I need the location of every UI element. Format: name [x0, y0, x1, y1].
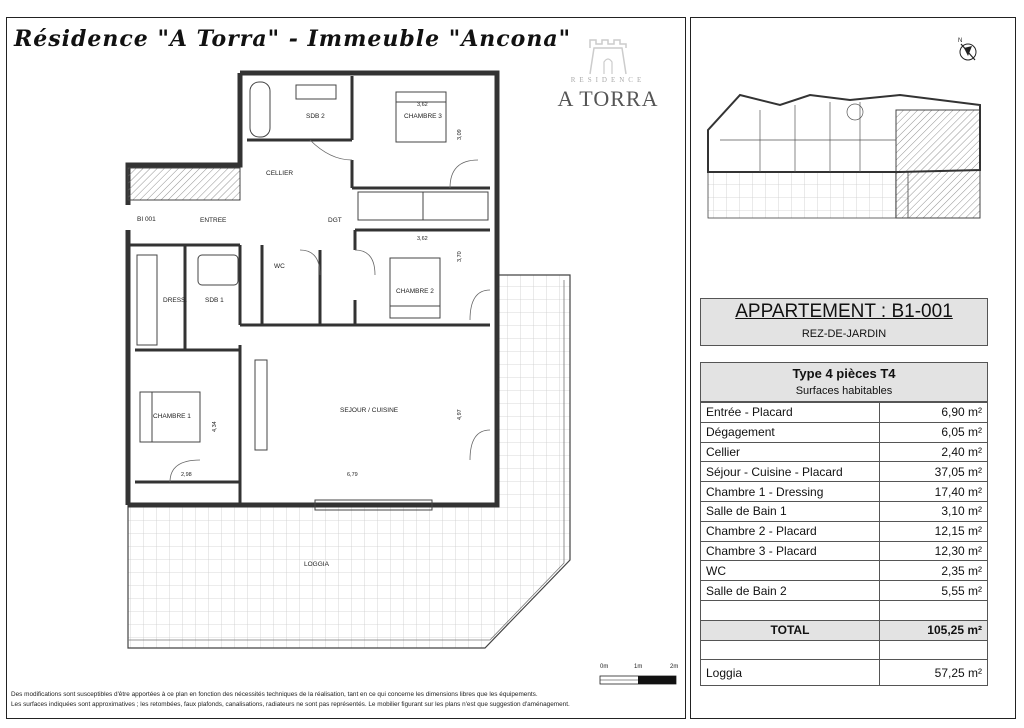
table-row	[701, 403, 988, 423]
table-row-label: Chambre 3 - Placard	[701, 541, 880, 561]
logo-subtitle: RESIDENCE	[570, 76, 646, 84]
table-row	[701, 422, 988, 442]
dim-ch3-depth: 3,09	[457, 129, 463, 140]
svg-text:1m: 1m	[634, 664, 643, 670]
compass-icon	[956, 36, 980, 66]
total-row-value: 105,25 m²	[880, 620, 988, 640]
svg-text:N: N	[958, 38, 963, 44]
dim-ch2-width: 3,62	[417, 236, 428, 242]
room-loggia: LOGGIA	[304, 561, 329, 568]
surfaces-caption: Surfaces habitables	[795, 385, 893, 397]
dim-ch2-depth: 3,70	[457, 251, 463, 262]
blank-row-value	[880, 600, 988, 620]
table-row-value: 3,10 m²	[880, 501, 988, 521]
disclaimer-line-1: Des modifications sont susceptibles d'être apportées à ce plan en fonction des nécessités techniques de la réalisation, tant en ce qui concerne les dimensions libres que les équipements.	[11, 691, 538, 698]
table-row-value: 37,05 m²	[880, 462, 988, 482]
apartment-header	[700, 298, 988, 346]
room-cellier: CELLIER	[266, 170, 294, 177]
apartment-title: APPARTEMENT : B1-001	[735, 301, 953, 322]
table-row-value: 2,35 m²	[880, 561, 988, 581]
table-row	[701, 541, 988, 561]
table-row	[701, 561, 988, 581]
svg-text:0m: 0m	[600, 664, 609, 670]
table-row-value: 6,05 m²	[880, 422, 988, 442]
room-dgt: DGT	[328, 217, 342, 224]
table-row-label: Chambre 1 - Dressing	[701, 482, 880, 502]
table-row-label: Salle de Bain 2	[701, 581, 880, 601]
blank-row-value	[880, 640, 988, 660]
type-header	[700, 362, 988, 402]
table-row-value: 2,40 m²	[880, 442, 988, 462]
apartment-level: REZ-DE-JARDIN	[801, 328, 887, 340]
dim-ch1-depth: 4,34	[212, 421, 218, 432]
table-row-value: 12,30 m²	[880, 541, 988, 561]
loggia-row-label: Loggia	[701, 660, 880, 686]
room-wc: WC	[274, 263, 285, 270]
table-row	[701, 581, 988, 601]
room-chambre3: CHAMBRE 3	[404, 113, 442, 120]
svg-text:2m: 2m	[670, 664, 679, 670]
blank-row	[701, 600, 988, 620]
logo-brand: A TORRA	[557, 86, 659, 111]
loggia-row-value: 57,25 m²	[880, 660, 988, 686]
room-sejour: SEJOUR / CUISINE	[340, 407, 399, 414]
table-row-value: 5,55 m²	[880, 581, 988, 601]
table-row-value: 6,90 m²	[880, 403, 988, 423]
table-row	[701, 521, 988, 541]
table-row	[701, 482, 988, 502]
total-row-label: TOTAL	[701, 620, 880, 640]
loggia-area	[128, 275, 570, 648]
table-row	[701, 462, 988, 482]
page-title: Résidence "A Torra" - Immeuble "Ancona"	[14, 26, 572, 52]
scale-bar	[600, 664, 678, 684]
exterior-wall	[128, 73, 497, 505]
total-row	[701, 620, 988, 640]
table-row-label: Entrée - Placard	[701, 403, 880, 423]
table-row-label: Salle de Bain 1	[701, 501, 880, 521]
key-plan	[700, 80, 990, 220]
dim-ch3-width: 3,62	[417, 102, 428, 108]
dim-sejour-depth: 4,97	[457, 409, 463, 420]
disclaimer-line-2: Les surfaces indiquées sont approximatives ; les retombées, faux plafonds, canalisations, radiateurs ne sont pas représentés. Le mobilier figurant sur les plans n'est que suggestion d'aménagement.	[11, 701, 570, 708]
room-sdb1: SDB 1	[205, 297, 224, 304]
table-row-label: Chambre 2 - Placard	[701, 521, 880, 541]
surface-table	[700, 402, 988, 686]
blank-row-label	[701, 600, 880, 620]
apartment-type: Type 4 pièces T4	[792, 366, 896, 381]
table-row-label: Dégagement	[701, 422, 880, 442]
table-row	[701, 501, 988, 521]
loggia-row	[701, 660, 988, 686]
dim-ch1-width: 2,98	[181, 472, 192, 478]
room-dress: DRESS.	[163, 297, 188, 304]
dim-sejour-width: 6,79	[347, 472, 358, 478]
table-row	[701, 442, 988, 462]
room-chambre2: CHAMBRE 2	[396, 288, 434, 295]
room-entree: ENTREE	[200, 217, 227, 224]
blank-row-label	[701, 640, 880, 660]
table-row-value: 17,40 m²	[880, 482, 988, 502]
unit-id: BI 001	[137, 216, 156, 223]
room-sdb2: SDB 2	[306, 113, 325, 120]
table-row-label: WC	[701, 561, 880, 581]
blank-row	[701, 640, 988, 660]
table-row-value: 12,15 m²	[880, 521, 988, 541]
table-row-label: Séjour - Cuisine - Placard	[701, 462, 880, 482]
room-chambre1: CHAMBRE 1	[153, 413, 191, 420]
table-row-label: Cellier	[701, 442, 880, 462]
